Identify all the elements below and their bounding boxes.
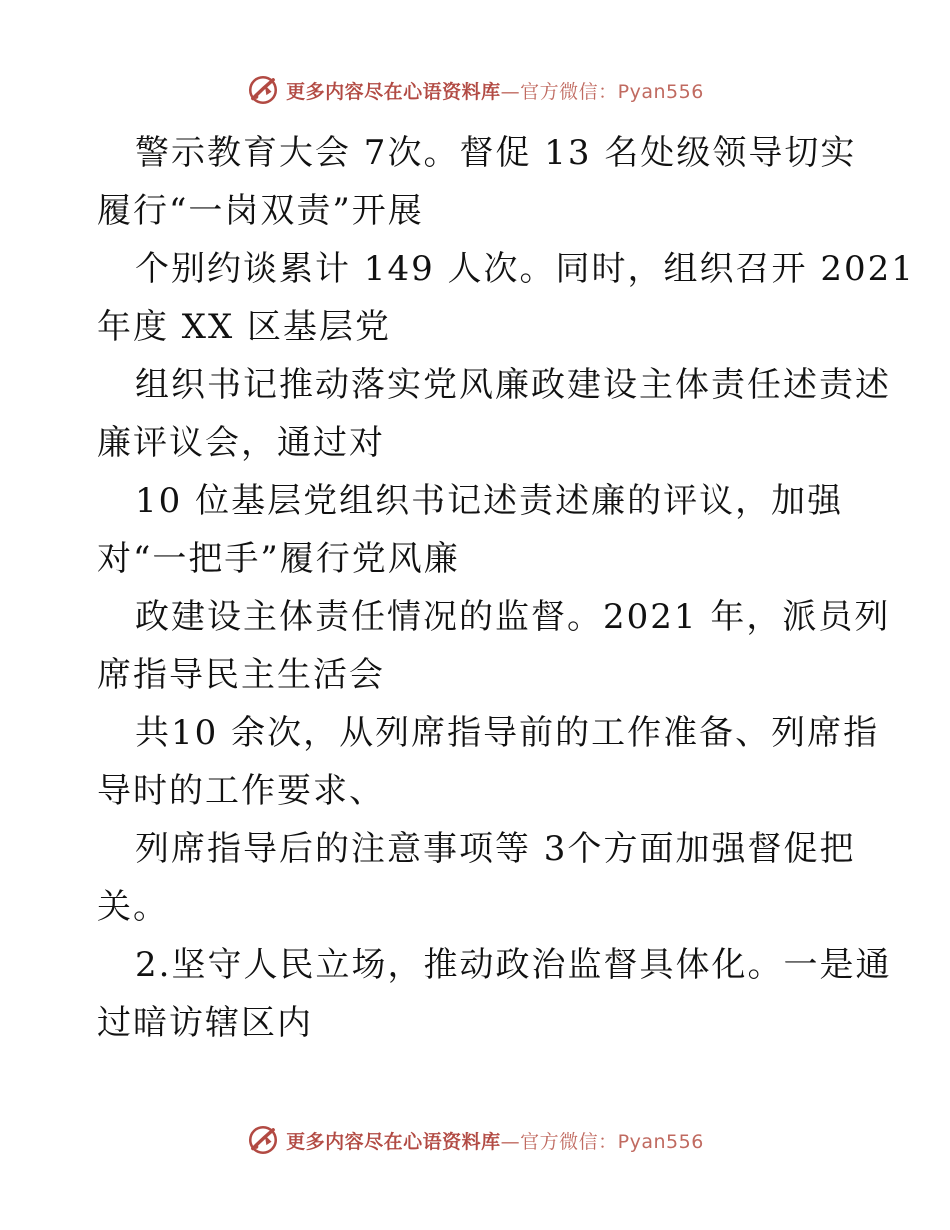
header-watermark	[0, 70, 950, 110]
text-line: 2.坚守人民立场，推动政治监督具体化。一是通	[135, 945, 892, 985]
text-line: 廉评议会，通过对	[97, 423, 385, 463]
text-line: 关。	[97, 887, 169, 927]
text-line: 导时的工作要求、	[97, 771, 385, 811]
text-line: 年度 XX 区基层党	[97, 307, 392, 347]
text-line: 警示教育大会 7次。督促 13 名处级领导切实	[135, 133, 857, 173]
text-line: 履行“一岗双责”开展	[97, 191, 424, 231]
pen-logo-icon	[246, 1123, 280, 1157]
footer-watermark	[0, 1120, 950, 1160]
text-line: 对“一把手”履行党风廉	[97, 539, 460, 579]
text-line: 过暗访辖区内	[97, 1003, 313, 1043]
watermark-sub-text: —官方微信：Pyan556	[500, 1130, 704, 1153]
document-body	[97, 124, 915, 1052]
text-line: 政建设主体责任情况的监督。2021 年，派员列	[135, 597, 891, 637]
text-line: 10 位基层党组织书记述责述廉的评议，加强	[135, 481, 844, 521]
text-line: 席指导民主生活会	[97, 655, 385, 695]
watermark-main-text: 更多内容尽在心语资料库	[286, 80, 501, 103]
text-line: 共10 余次，从列席指导前的工作准备、列席指	[135, 713, 880, 753]
text-line: 组织书记推动落实党风廉政建设主体责任述责述	[135, 365, 891, 405]
watermark-sub-text: —官方微信：Pyan556	[500, 80, 704, 103]
pen-logo-icon	[246, 73, 280, 107]
watermark-main-text: 更多内容尽在心语资料库	[286, 1130, 501, 1153]
text-line: 个别约谈累计 149 人次。同时，组织召开 2021	[135, 249, 915, 289]
text-line: 列席指导后的注意事项等 3个方面加强督促把	[135, 829, 856, 869]
